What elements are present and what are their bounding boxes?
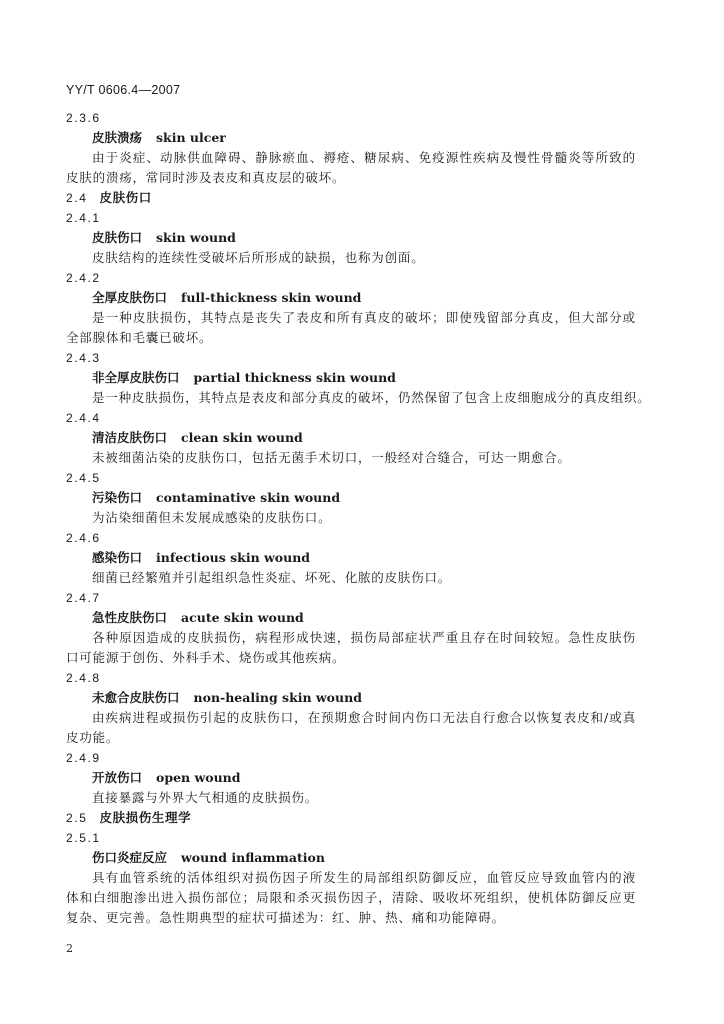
clause-number: 2.5.1 (66, 831, 101, 845)
clause-number: 2.4.9 (66, 751, 101, 765)
section-number: 2.5 (66, 811, 88, 825)
term-entry (66, 368, 636, 388)
term-english: acute skin wound (181, 610, 304, 625)
section-title: 皮肤损伤生理学 (99, 810, 192, 825)
term-english: clean skin wound (181, 430, 303, 445)
term-entry (66, 688, 636, 708)
section-heading (66, 808, 636, 828)
term-chinese: 未愈合皮肤伤口 (92, 690, 180, 705)
term-entry (66, 488, 636, 508)
clause-number: 2.4.7 (66, 591, 101, 605)
term-definition: 直接暴露与外界大气相通的皮肤损伤。 (92, 790, 319, 805)
page-number: 2 (66, 942, 73, 955)
term-chinese: 非全厚皮肤伤口 (92, 370, 180, 385)
term-definition: 具有血管系统的活体组织对损伤因子所发生的局部组织防御反应，血管反应导致血管内的液体和白细胞渗出进入损伤部位；局限和杀灭损伤因子，清除、吸收坏死组织，使机体防御反应更复杂、更完善。急性期典型的症状可描述为：红、肿、热、痛和功能障碍。 (66, 870, 636, 925)
term-chinese: 皮肤伤口 (92, 230, 143, 245)
clause-number: 2.4.2 (66, 271, 101, 285)
term-entry (66, 228, 636, 248)
section-number: 2.4 (66, 191, 88, 205)
term-definition: 为沾染细菌但未发展成感染的皮肤伤口。 (92, 510, 332, 525)
term-definition: 细菌已经繁殖并引起组织急性炎症、坏死、化脓的皮肤伤口。 (92, 570, 452, 585)
term-chinese: 急性皮肤伤口 (92, 610, 168, 625)
term-chinese: 伤口炎症反应 (92, 850, 168, 865)
term-definition: 未被细菌沾染的皮肤伤口，包括无菌手术切口，一般经对合缝合，可达一期愈合。 (92, 450, 571, 465)
term-chinese: 皮肤溃疡 (92, 130, 143, 145)
clause-number: 2.4.8 (66, 671, 101, 685)
term-english: open wound (156, 770, 241, 785)
section-title: 皮肤伤口 (99, 190, 152, 205)
term-english: skin ulcer (156, 130, 226, 145)
term-english: infectious skin wound (156, 550, 311, 565)
term-english: skin wound (156, 230, 236, 245)
clause-number: 2.4.3 (66, 351, 101, 365)
clause-number: 2.4.4 (66, 411, 101, 425)
term-entry (66, 608, 636, 628)
term-chinese: 污染伤口 (92, 490, 143, 505)
term-entry (66, 288, 636, 308)
standard-code: YY/T 0606.4—2007 (66, 83, 181, 97)
term-entry (66, 768, 636, 788)
term-definition: 是一种皮肤损伤，其特点是丧失了表皮和所有真皮的破坏；即使残留部分真皮，但大部分或全部腺体和毛囊已破坏。 (66, 310, 636, 345)
term-chinese: 开放伤口 (92, 770, 143, 785)
term-english: full-thickness skin wound (181, 290, 362, 305)
clause-number: 2.4.5 (66, 471, 101, 485)
term-chinese: 感染伤口 (92, 550, 143, 565)
term-entry (66, 548, 636, 568)
term-definition: 各种原因造成的皮肤损伤，病程形成快速，损伤局部症状严重且存在时间较短。急性皮肤伤口可能源于创伤、外科手术、烧伤或其他疾病。 (66, 630, 636, 665)
term-chinese: 清洁皮肤伤口 (92, 430, 168, 445)
term-chinese: 全厚皮肤伤口 (92, 290, 168, 305)
document-body (66, 108, 651, 928)
term-definition: 皮肤结构的连续性受破坏后所形成的缺损，也称为创面。 (92, 250, 425, 265)
term-entry (66, 128, 636, 148)
term-english: contaminative skin wound (156, 490, 341, 505)
section-heading (66, 188, 636, 208)
term-entry (66, 428, 636, 448)
term-definition: 是一种皮肤损伤，其特点是表皮和部分真皮的破坏，仍然保留了包含上皮细胞成分的真皮组织。 (92, 390, 651, 405)
term-english: wound inflammation (181, 850, 325, 865)
term-english: non-healing skin wound (193, 690, 362, 705)
clause-number: 2.3.6 (66, 111, 101, 125)
term-definition: 由疾病进程或损伤引起的皮肤伤口，在预期愈合时间内伤口无法自行愈合以恢复表皮和/或真皮功能。 (66, 710, 636, 745)
term-definition: 由于炎症、动脉供血障碍、静脉瘀血、褥疮、糖尿病、免疫源性疾病及慢性骨髓炎等所致的皮肤的溃疡，常同时涉及表皮和真皮层的破坏。 (66, 150, 636, 185)
term-english: partial thickness skin wound (193, 370, 396, 385)
term-entry (66, 848, 636, 868)
clause-number: 2.4.1 (66, 211, 101, 225)
clause-number: 2.4.6 (66, 531, 101, 545)
